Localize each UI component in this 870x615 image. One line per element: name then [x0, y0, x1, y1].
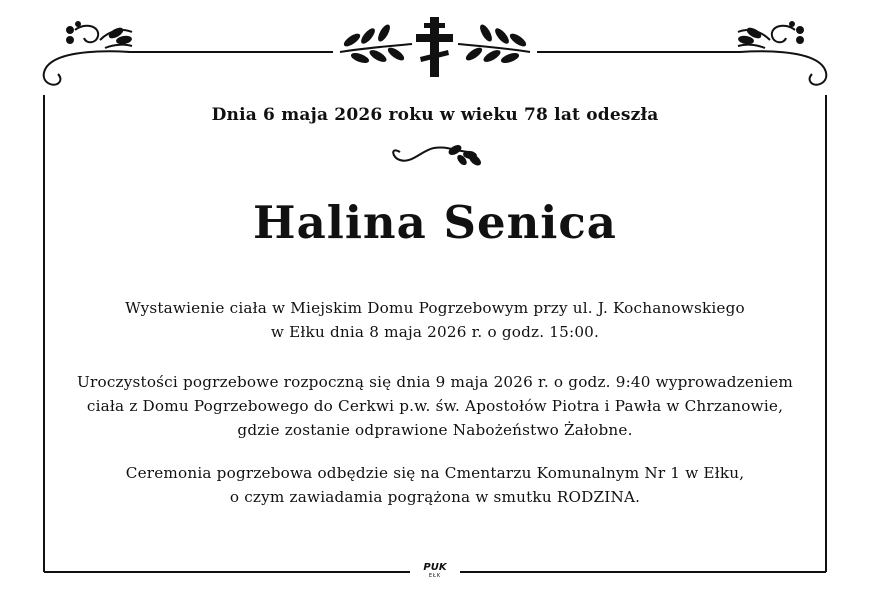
- logo-text: PUK: [423, 562, 447, 573]
- laurel-branch-icon: [458, 23, 530, 64]
- text-line: Ceremonia pogrzebowa odbędzie się na Cmentarzu Komunalnym Nr 1 w Ełku,: [125, 464, 745, 482]
- logo-subtext: EŁK: [428, 573, 442, 579]
- corner-flourish-icon: [738, 22, 826, 85]
- laurel-branch-icon: [340, 23, 412, 64]
- text-line: w Ełku dnia 8 maja 2026 r. o godz. 15:00.: [270, 323, 600, 341]
- corner-flourish-icon: [44, 22, 132, 85]
- paragraph-ceremony: [0, 370, 870, 442]
- text-line: Uroczystości pogrzebowe rozpoczną się dnia 9 maja 2026 r. o godz. 9:40 wyprowadzeniem: [77, 373, 793, 391]
- paragraph-viewing: [0, 296, 870, 344]
- text-line: gdzie zostanie odprawione Nabożeństwo Żałobne.: [237, 421, 633, 439]
- text-line: ciała z Domu Pogrzebowego do Cerkwi p.w. św. Apostołów Piotra i Pawła w Chrzanowie,: [86, 397, 784, 415]
- deceased-name: Halina Senica: [253, 196, 617, 249]
- paragraph-burial: [0, 461, 870, 509]
- orthodox-cross-icon: [416, 17, 453, 77]
- text-line: Wystawienie ciała w Miejskim Domu Pogrzebowym przy ul. J. Kochanowskiego: [125, 299, 745, 317]
- leaf-divider-icon: [393, 144, 481, 166]
- text-line: o czym zawiadamia pogrążona w smutku RODZINA.: [229, 488, 641, 506]
- puk-logo: [418, 563, 452, 579]
- intro-line: Dnia 6 maja 2026 roku w wieku 78 lat odeszła: [211, 105, 659, 125]
